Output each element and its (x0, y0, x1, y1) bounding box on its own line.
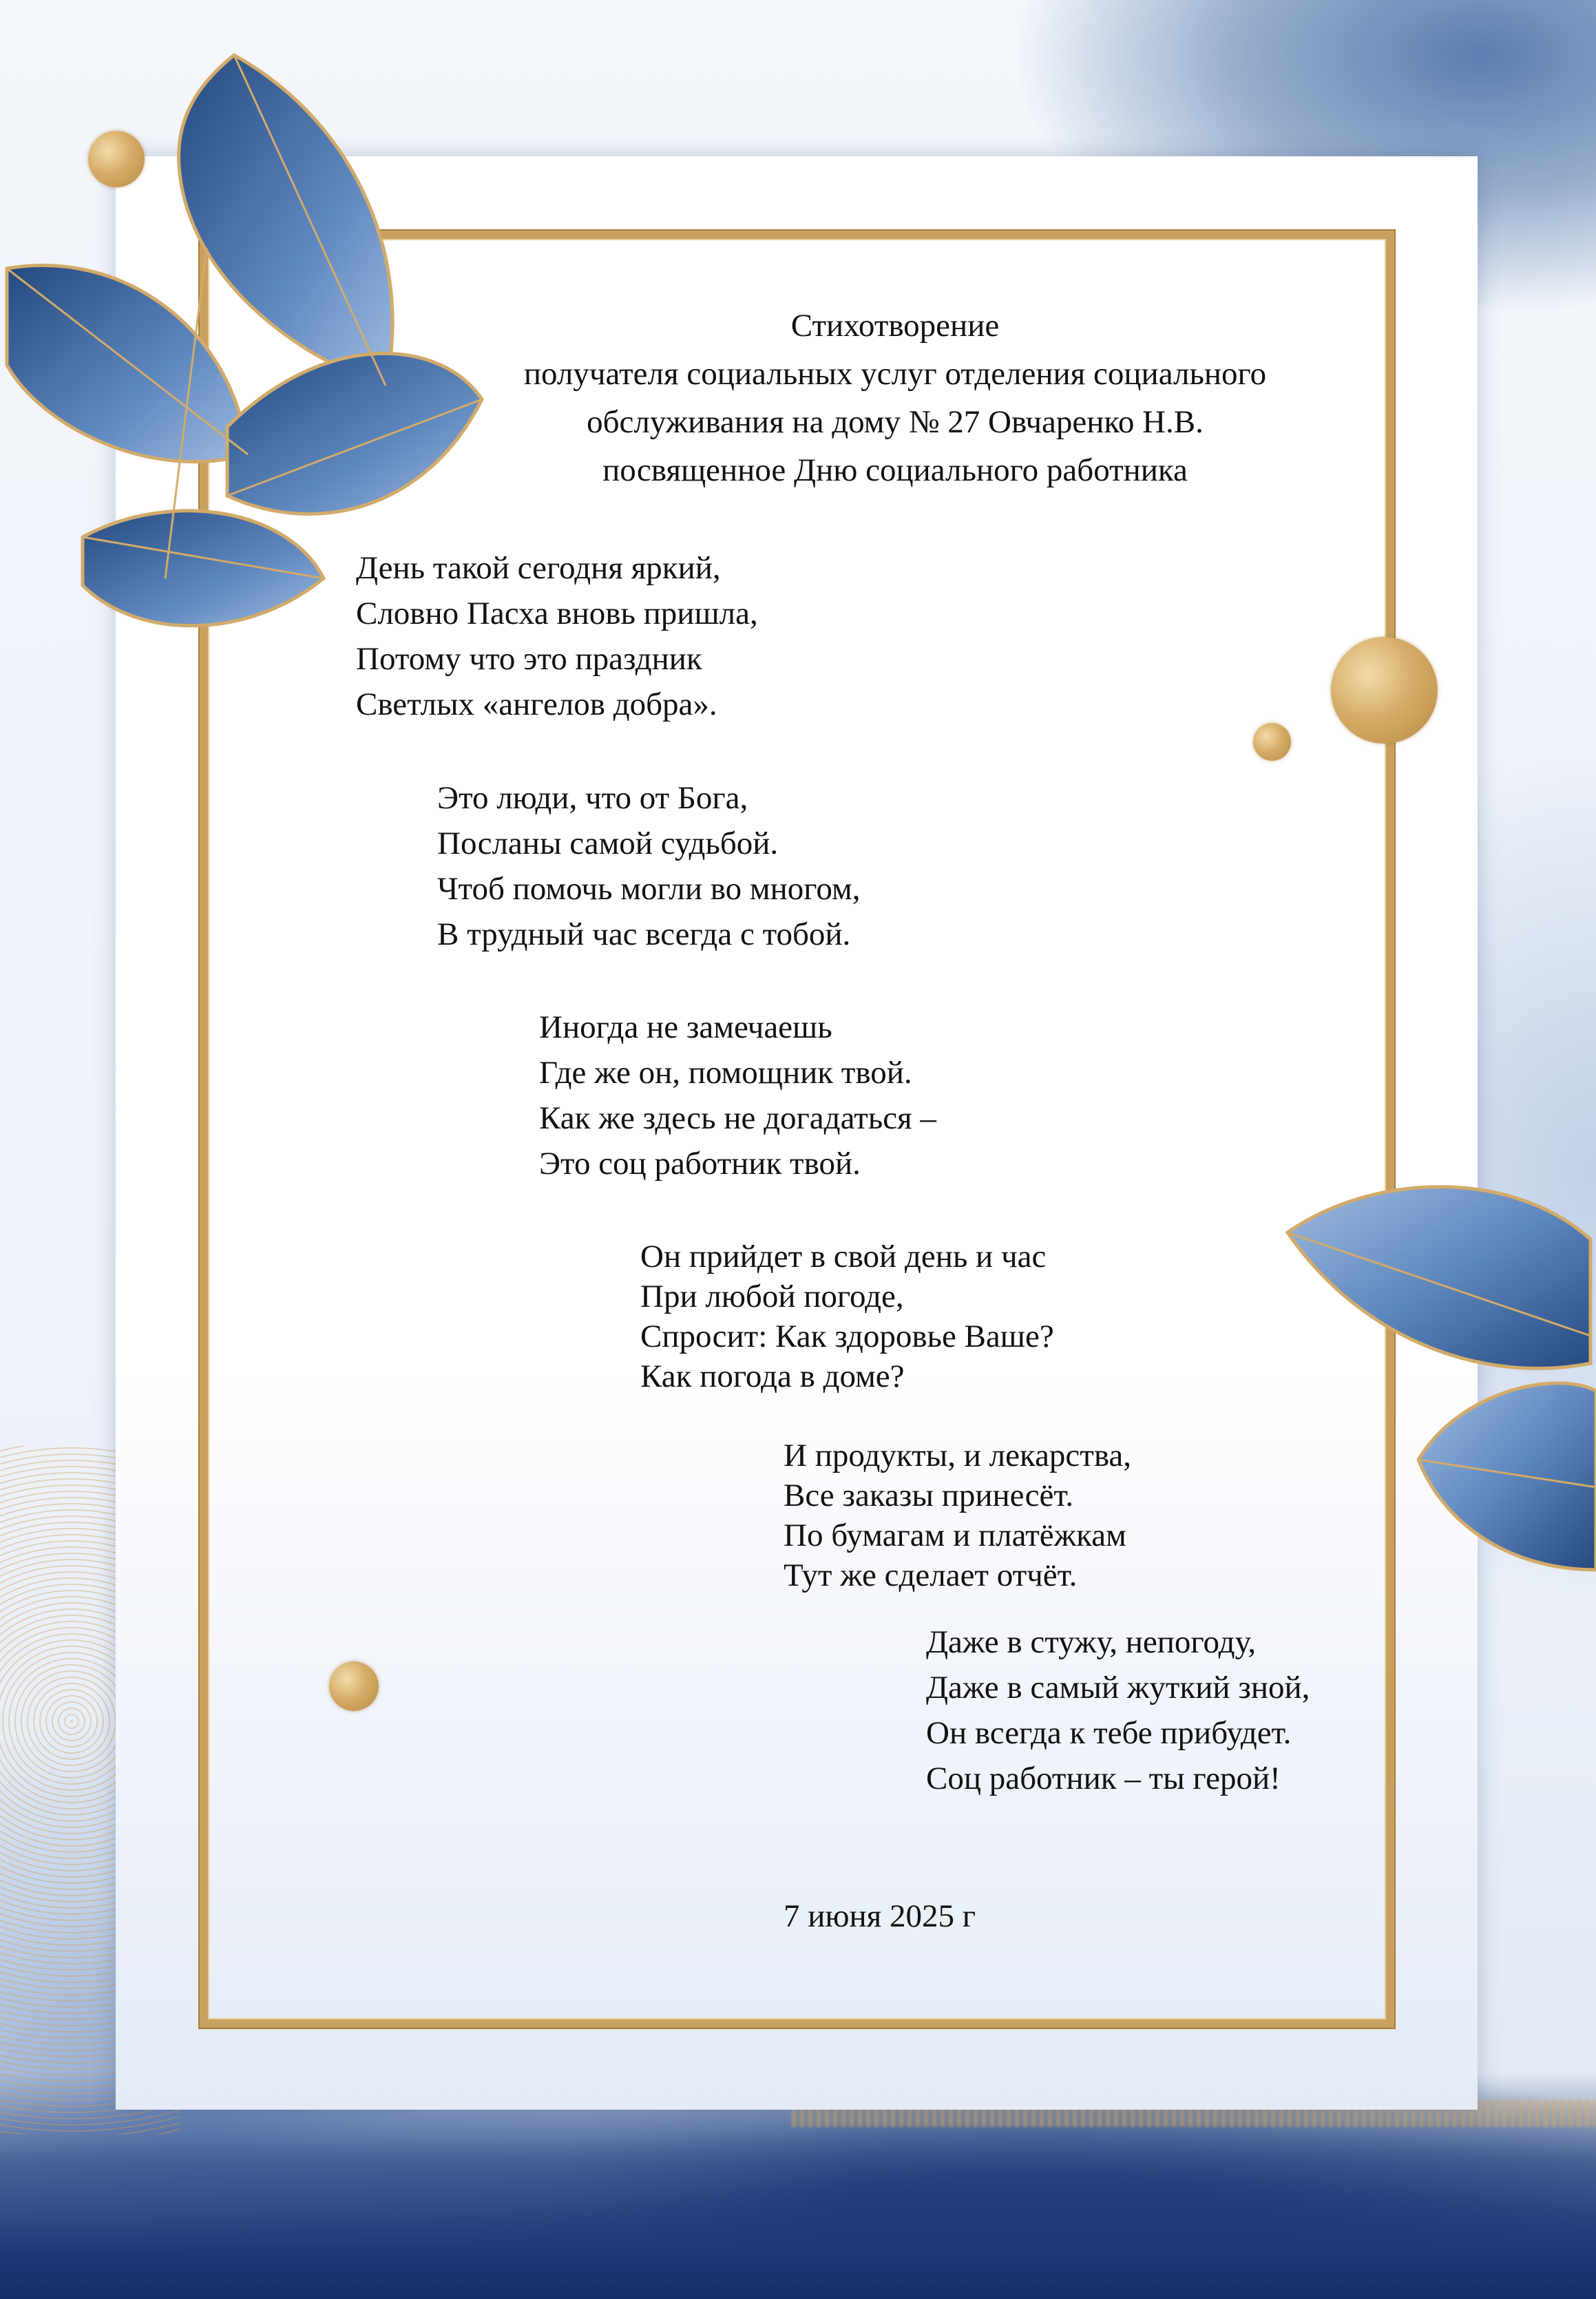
poem-line: По бумагам и платёжкам (784, 1518, 1126, 1553)
poem-line: Потому что это праздник (356, 641, 702, 677)
poem-line: Посланы самой судьбой. (437, 826, 779, 861)
subtitle-line-2: обслуживания на дому № 27 Овчаренко Н.В. (587, 404, 1204, 440)
poem-line: Спросит: Как здоровье Ваше? (640, 1319, 1054, 1354)
stanza-1 (356, 545, 758, 727)
poem-line: При любой погоде, (640, 1279, 904, 1314)
page-title: Стихотворение (790, 308, 1000, 344)
poem-line: Как же здесь не догадаться – (539, 1100, 936, 1136)
poem-line: Все заказы принесёт. (784, 1478, 1074, 1513)
date: 7 июня 2025 г (784, 1898, 976, 1934)
poem-line: В трудный час всегда с тобой. (437, 916, 851, 952)
poem-line: Это люди, что от Бога, (437, 780, 748, 816)
stanza-5 (784, 1436, 1131, 1595)
poem-line: Как погода в доме? (640, 1358, 905, 1394)
poem-line: Тут же сделает отчёт. (784, 1557, 1078, 1593)
poem-line: Даже в самый жуткий зной, (926, 1670, 1310, 1705)
poem-line: Он всегда к тебе прибудет. (926, 1715, 1292, 1751)
subtitle-line-3: посвященное Дню социального работника (602, 452, 1188, 488)
poem-line: И продукты, и лекарства, (784, 1438, 1132, 1473)
subtitle-line-1: получателя социальных услуг отделения социального (523, 356, 1267, 392)
stanza-2 (437, 775, 860, 957)
poem-line: Он прийдет в свой день и час (640, 1239, 1047, 1274)
poem-line: Иногда не замечаешь (539, 1009, 832, 1045)
poem-line: Где же он, помощник твой. (539, 1055, 912, 1091)
stanza-3 (539, 1005, 936, 1186)
poem-line: Светлых «ангелов добра». (356, 686, 717, 722)
poem-line: Соц работник – ты герой! (926, 1761, 1281, 1796)
poem-line: Это соц работник твой. (539, 1146, 861, 1182)
stanza-4 (640, 1237, 1054, 1396)
poem-line: Даже в стужу, непогоду, (926, 1624, 1257, 1660)
stanza-6 (926, 1619, 1310, 1801)
poem-line: День такой сегодня яркий, (356, 550, 721, 586)
poem-line: Чтоб помочь могли во многом, (437, 871, 861, 907)
poem-line: Словно Пасха вновь пришла, (356, 596, 758, 631)
